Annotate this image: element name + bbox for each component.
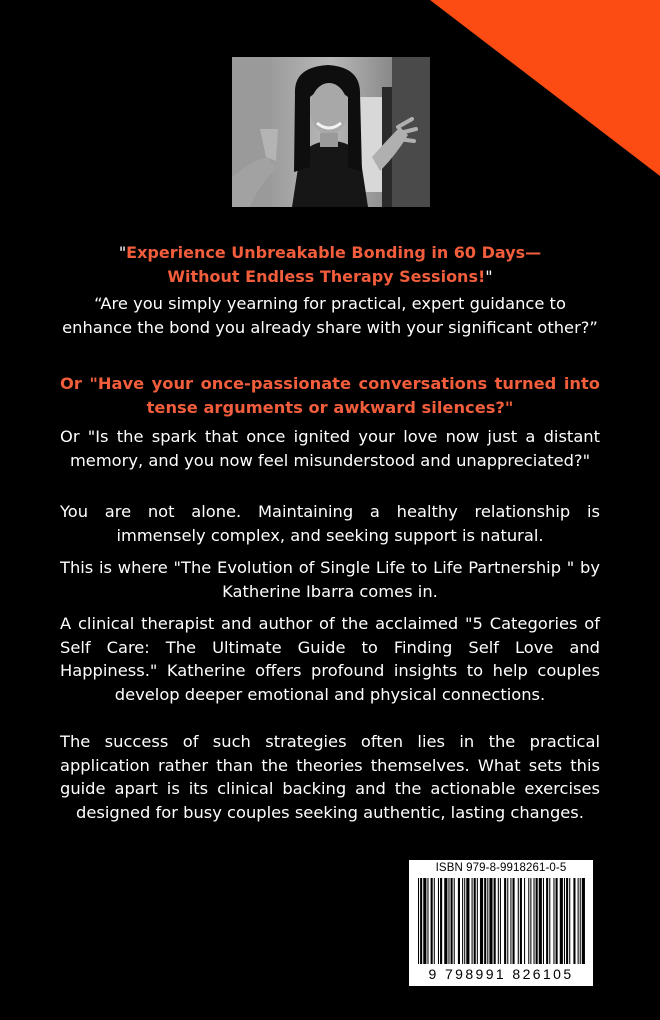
barcode-bar xyxy=(438,878,439,964)
paragraph-author-bio: A clinical therapist and author of the acclaimed "5 Categories of Self Care: The Ultimate Guide to Finding Self Love and Happiness." Katherine offers profound insights to help couples develop deeper emotional and physical connections. xyxy=(60,614,600,704)
paragraph-not-alone: You are not alone. Maintaining a healthy relationship is immensely complex, and seeking support is natural. xyxy=(60,502,600,545)
barcode-bar xyxy=(480,878,483,964)
paragraph-arguments-highlight: Have your once-passionate conversations turned into tense arguments or awkward silences? xyxy=(97,374,600,417)
headline-line-1: Experience Unbreakable Bonding in 60 Days— xyxy=(126,243,542,262)
barcode-bar xyxy=(494,878,496,964)
barcode-bar xyxy=(528,878,529,964)
paragraph-yearning: “Are you simply yearning for practical, expert guidance to enhance the bond you already share with your significant other?” xyxy=(62,294,598,337)
barcode-bars xyxy=(416,878,586,966)
barcode-bar xyxy=(539,878,542,964)
barcode-bar xyxy=(466,878,469,964)
barcode-bar xyxy=(549,878,550,964)
barcode-bar xyxy=(427,878,428,964)
barcode-bar xyxy=(578,878,579,964)
barcode-bar xyxy=(448,878,449,964)
barcode-bar xyxy=(534,878,535,964)
barcode-bar xyxy=(458,878,460,964)
paragraph-this-is-where: This is where "The Evolution of Single Life to Life Partnership " by Katherine Ibarra comes in. xyxy=(60,558,600,601)
author-photo xyxy=(232,57,430,207)
barcode-bar xyxy=(451,878,453,964)
barcode-bar xyxy=(507,878,508,964)
barcode-bar xyxy=(472,878,473,964)
paragraph-spark: Or "Is the spark that once ignited your love now just a distant memory, and you now feel misunderstood and unappreciated?" xyxy=(60,427,600,470)
barcode-bar xyxy=(484,878,486,964)
barcode-bar xyxy=(500,878,501,964)
barcode-bar xyxy=(543,878,544,964)
barcode-bar xyxy=(487,878,488,964)
paragraph-arguments: Or "Have your once-passionate conversations turned into tense arguments or awkward silences?" xyxy=(60,374,600,417)
barcode-bar xyxy=(444,878,447,964)
barcode-bar xyxy=(474,878,476,964)
barcode-bar xyxy=(556,878,558,964)
barcode-bar xyxy=(546,878,548,964)
barcode-bar xyxy=(498,878,499,964)
barcode-bar xyxy=(454,878,455,964)
headline-line-2: Without Endless Therapy Sessions! xyxy=(167,266,486,286)
barcode-bar xyxy=(580,878,581,964)
barcode-bar xyxy=(566,878,568,964)
paragraph-success: The success of such strategies often lies in the practical application rather than the theories themselves. What sets this guide apart is its clinical backing and the actionable exercises designed for busy couples seeking authentic, lasting changes. xyxy=(60,732,600,822)
barcode-bar xyxy=(524,878,525,964)
barcode-bar xyxy=(560,878,563,964)
barcode-digits: 9 798991 826105 xyxy=(428,966,574,982)
barcode-bar xyxy=(464,878,465,964)
barcode-bar xyxy=(582,878,585,964)
barcode-bar xyxy=(553,878,554,964)
barcode-bar xyxy=(434,878,435,964)
corner-accent-triangle xyxy=(430,0,660,176)
isbn-label: ISBN 979-8-9918261-0-5 xyxy=(435,862,567,874)
barcode-bar xyxy=(440,878,442,964)
barcode-bar xyxy=(536,878,538,964)
barcode-bar xyxy=(431,878,433,964)
barcode-bar xyxy=(520,878,522,964)
barcode-bar xyxy=(462,878,463,964)
barcode-bar xyxy=(477,878,478,964)
barcode-bar xyxy=(564,878,565,964)
barcode-bar xyxy=(569,878,570,964)
barcode-bar xyxy=(420,878,422,964)
isbn-barcode xyxy=(409,860,593,986)
barcode-bar xyxy=(489,878,492,964)
headline: "Experience Unbreakable Bonding in 60 Days— Without Endless Therapy Sessions!" xyxy=(118,243,542,286)
barcode-bar xyxy=(423,878,426,964)
barcode-bar xyxy=(504,878,506,964)
barcode-bar xyxy=(510,878,511,964)
barcode-bar xyxy=(573,878,575,964)
barcode-bar xyxy=(418,878,419,964)
barcode-bar xyxy=(530,878,531,964)
barcode-bar xyxy=(513,878,515,964)
barcode-bar xyxy=(518,878,519,964)
